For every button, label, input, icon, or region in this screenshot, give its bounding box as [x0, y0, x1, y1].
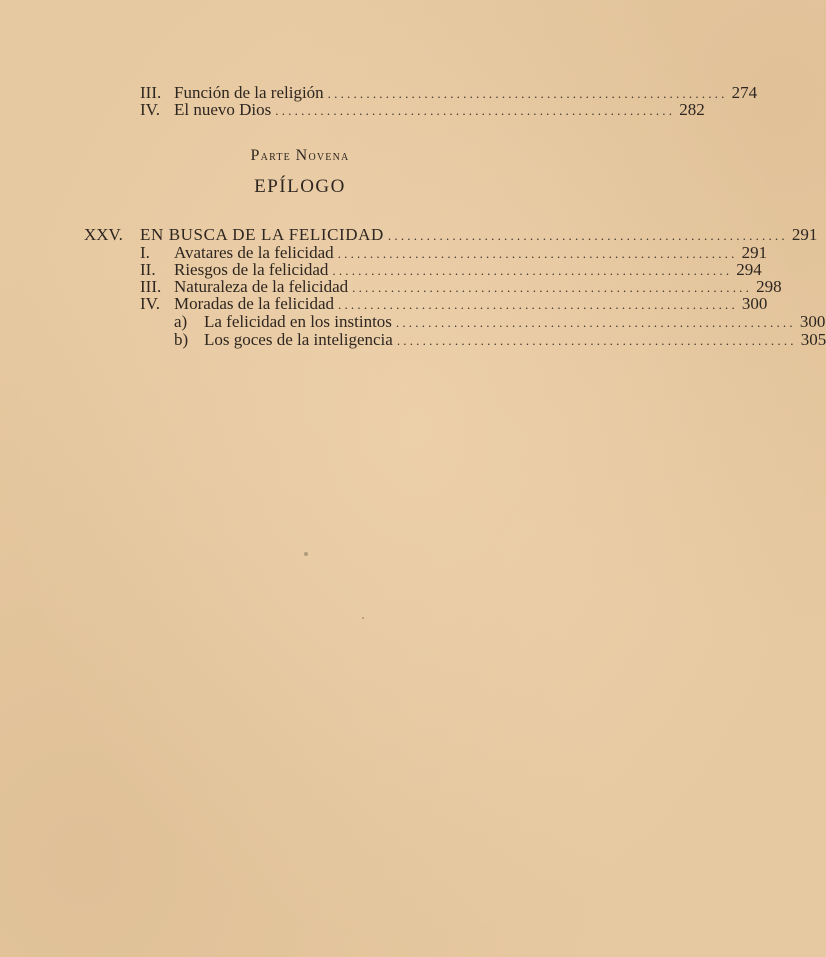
entry-title: Naturaleza de la felicidad	[174, 277, 349, 296]
chapter-page: 291	[791, 225, 818, 244]
entry-title: Avatares de la felicidad	[174, 243, 334, 262]
dot-leader: ..............................................................	[327, 86, 728, 101]
toc-subentry	[174, 312, 826, 331]
entry-title: El nuevo Dios	[174, 100, 272, 119]
toc-subentry	[174, 330, 826, 349]
chapter-number: XXV.	[84, 225, 123, 244]
part-label-rest: arte	[260, 149, 291, 164]
subentry-letter: a)	[174, 312, 188, 331]
dot-leader: ..............................................................	[352, 280, 753, 295]
entry-page: 282	[679, 100, 705, 119]
dot-leader: ..............................................................	[337, 246, 738, 261]
toc-chapter	[84, 225, 818, 244]
entry-page: 291	[741, 243, 768, 262]
subentry-page: 305	[800, 330, 826, 349]
entry-page: 294	[736, 260, 762, 279]
chapter-title: EN BUSCA DE LA FELICIDAD	[140, 225, 384, 244]
subentry-title: Los goces de la inteligencia	[204, 330, 393, 349]
part-title: EPÍLOGO	[254, 176, 346, 197]
toc-entry	[140, 294, 768, 313]
part-number-initial: N	[295, 147, 309, 164]
entry-page: 300	[741, 294, 768, 313]
entry-page: 274	[731, 83, 758, 102]
subentry-title: La felicidad en los instintos	[204, 312, 392, 331]
part-label	[0, 147, 600, 165]
dot-leader: ..............................................................	[275, 103, 676, 118]
dot-leader: ..............................................................	[338, 297, 738, 312]
entry-title: Moradas de la felicidad	[174, 294, 335, 313]
entry-number: I.	[140, 243, 150, 262]
entry-page: 298	[756, 277, 782, 296]
dot-leader: ..............................................................	[332, 263, 733, 278]
entry-number: III.	[140, 83, 162, 102]
entry-number: IV.	[140, 100, 160, 119]
entry-number: II.	[140, 260, 156, 279]
entry-number: IV.	[140, 294, 160, 313]
paper-speck	[362, 617, 364, 619]
entry-title: Función de la religión	[174, 83, 324, 102]
toc-entry	[140, 100, 705, 119]
subentry-letter: b)	[174, 330, 189, 349]
dot-leader: ..............................................................	[396, 333, 797, 348]
part-number-rest: ovena	[308, 149, 350, 164]
paper-speck	[304, 552, 308, 556]
dot-leader: ..............................................................	[387, 228, 788, 243]
subentry-page: 300	[799, 312, 826, 331]
part-label-initial: P	[250, 147, 261, 164]
dot-leader: ..............................................................	[395, 315, 796, 330]
entry-title: Riesgos de la felicidad	[174, 260, 329, 279]
entry-number: III.	[140, 277, 162, 296]
